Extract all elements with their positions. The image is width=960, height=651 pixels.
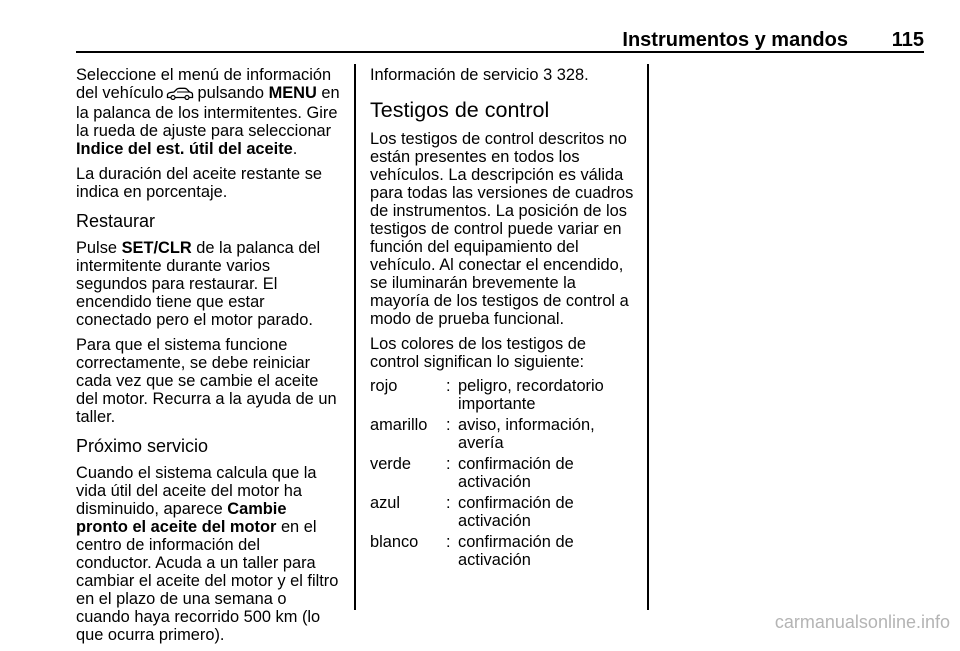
right-column	[370, 66, 634, 572]
left-column	[76, 66, 340, 651]
page-ref-arrow-icon: 3	[543, 66, 553, 84]
column-divider-right	[647, 64, 649, 610]
paragraph-next-service: Cuando el sistema calcula que la vida útil del aceite del motor ha disminuido, aparece Cambie pronto el aceite del motor en el centro de información del conductor. Acuda a un taller para cambiar el aceite del motor y el filtro en el plazo de una semana o cuando haya recorrido 500 km (lo que ocurra primero).	[76, 464, 339, 644]
service-info-reference: Información de servicio 3 328.	[370, 66, 589, 84]
paragraph-reset-note: Para que el sistema funcione correctamente, se debe reiniciar cada vez que se cambie el aceite del motor. Recurra a la ayuda de un taller.	[76, 336, 337, 426]
color-meaning: aviso, información, avería	[458, 416, 595, 452]
paragraph-colors-intro: Los colores de los testigos de control significan lo siguiente:	[370, 335, 586, 371]
paragraph-reset: Pulse SET/CLR de la palanca del intermitente durante varios segundos para restaurar. El encendido tiene que estar conectado pero el motor parado.	[76, 239, 321, 329]
paragraph-menu: Seleccione el menú de información del vehículo pulsando MENU en la palanca de los intermitentes. Gire la rueda de ajuste para seleccionar Indice del est. útil del aceite.	[76, 66, 340, 158]
color-name: blanco	[370, 533, 419, 551]
car-icon	[166, 86, 194, 104]
table-row: azul : confirmación de activación	[370, 494, 634, 533]
watermark: carmanualsonline.info	[774, 612, 950, 632]
heading-proximo-servicio: Próximo servicio	[76, 436, 209, 456]
color-meaning: peligro, recordatorio importante	[458, 377, 604, 413]
menu-key: MENU	[268, 84, 317, 102]
color-name: verde	[370, 455, 412, 473]
color-name: rojo	[370, 377, 398, 395]
heading-restaurar: Restaurar	[76, 211, 156, 231]
paragraph-warning-lights: Los testigos de control descritos no están presentes en todos los vehículos. La descripción es válida para todas las versiones de cuadros de instrumentos. La posición de los testigos de control puede variar en función del equipamiento del vehículo. Al conectar el encendido, se iluminarán brevemente la mayoría de los testigos de control a modo de prueba funcional.	[370, 130, 634, 328]
table-row: rojo : peligro, recordatorio importante	[370, 377, 634, 416]
section-title: Instrumentos y mandos	[622, 29, 848, 51]
set-clr-key: SET/CLR	[121, 239, 192, 257]
table-row: verde : confirmación de activación	[370, 455, 634, 494]
heading-testigos-de-control: Testigos de control	[370, 98, 550, 122]
page-ref-number: 328.	[556, 66, 589, 84]
table-row: amarillo : aviso, información, avería	[370, 416, 634, 455]
page-number: 115	[891, 29, 924, 51]
menu-item-oil-life: Indice del est. útil del aceite	[76, 140, 293, 158]
color-name: azul	[370, 494, 401, 512]
table-row: blanco : confirmación de activación	[370, 533, 634, 572]
colors-table	[370, 377, 634, 572]
color-meaning: confirmación de activación	[458, 455, 574, 491]
color-meaning: confirmación de activación	[458, 533, 574, 569]
header-rule	[76, 51, 924, 53]
oil-change-message: Cambie pronto el aceite del motor	[76, 500, 287, 536]
color-meaning: confirmación de activación	[458, 494, 574, 530]
color-name: amarillo	[370, 416, 428, 434]
paragraph-oil-percent: La duración del aceite restante se indica en porcentaje.	[76, 165, 323, 201]
column-divider-left	[354, 64, 356, 610]
